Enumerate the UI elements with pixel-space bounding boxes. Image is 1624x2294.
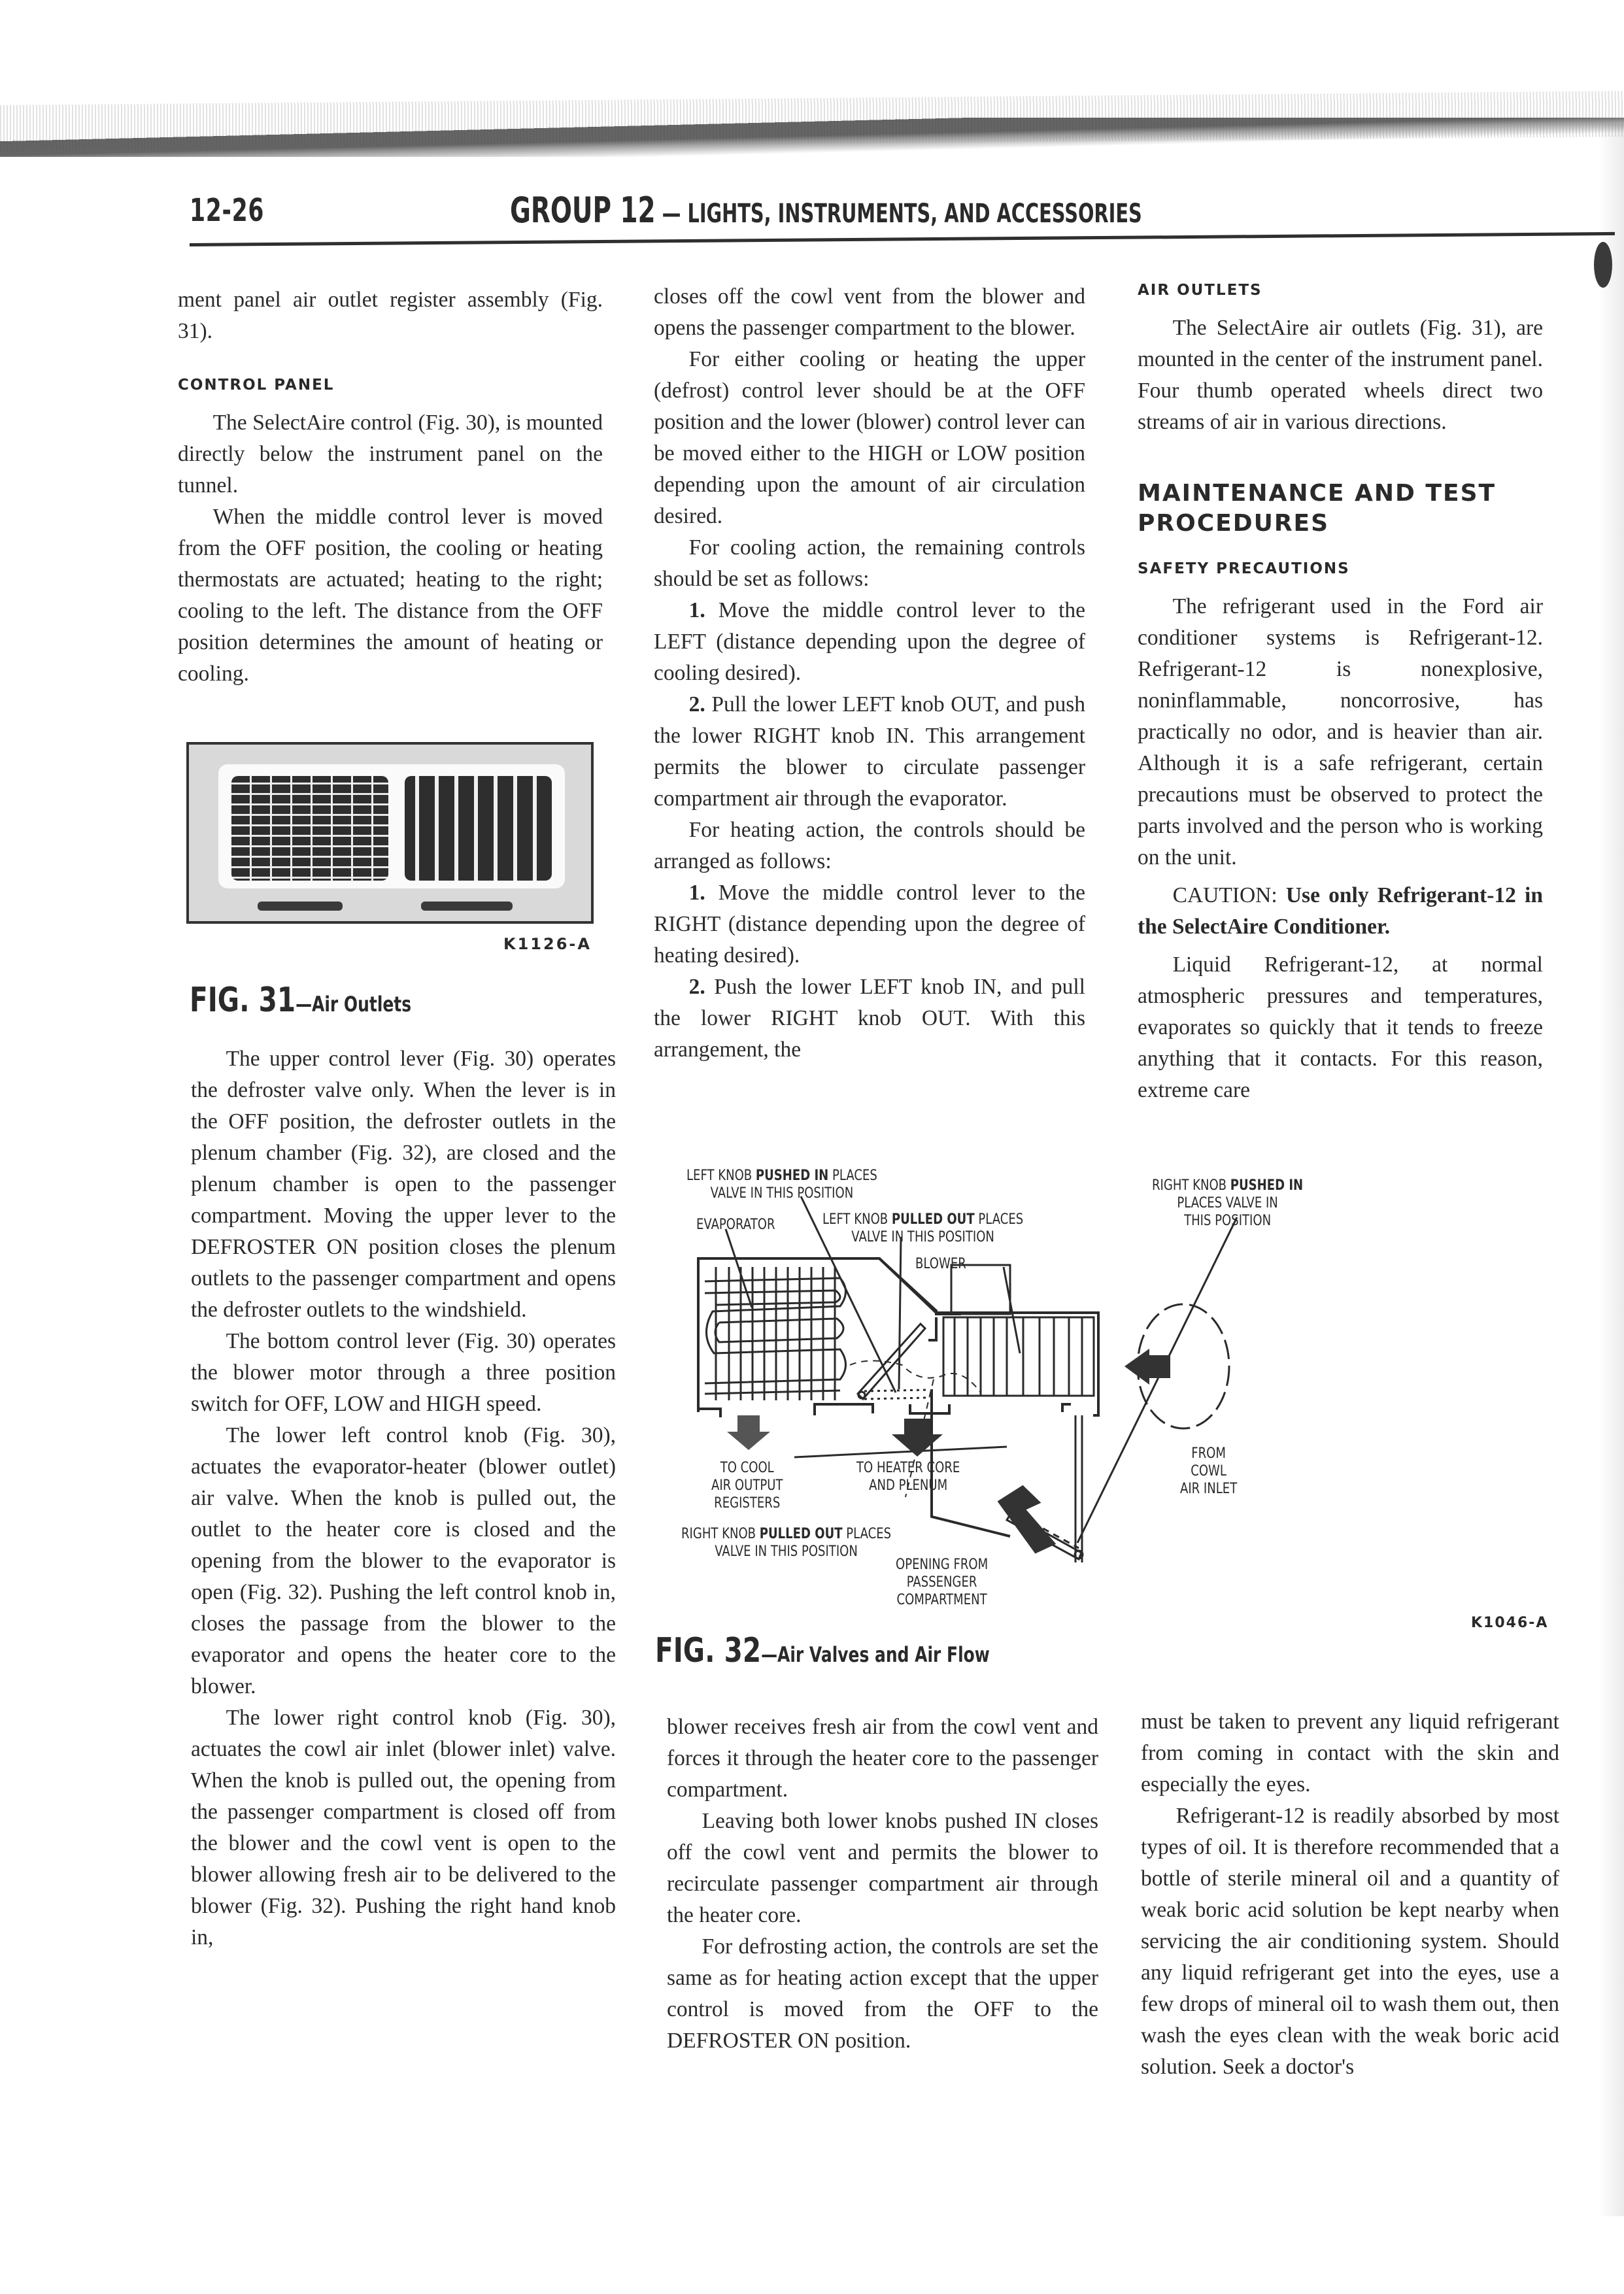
label-text: OPENING FROM xyxy=(896,1557,989,1573)
caution-label: CAUTION: xyxy=(1172,883,1286,907)
outlet-register-frame xyxy=(218,764,565,888)
paragraph: Leaving both lower knobs pushed IN closes off the cowl vent and permits the blower to recirculate passenger compartment air through the heater core. xyxy=(667,1809,1098,1927)
figure-title: —Air Valves and Air Flow xyxy=(761,1642,990,1667)
heading-maintenance-and-test-procedures: MAINTENANCE AND TEST PROCEDURES xyxy=(1138,480,1497,537)
label-text: RIGHT KNOB xyxy=(1152,1177,1230,1194)
label-text: REGISTERS xyxy=(714,1495,781,1511)
caution-text: Use only Refrigerant-12 in the SelectAire Conditioner. xyxy=(1138,883,1543,939)
section-title: LIGHTS, INSTRUMENTS, AND ACCESSORIES xyxy=(687,199,1142,229)
figure-31-air-outlets-photo xyxy=(186,742,594,924)
figure-number: FIG. 32 xyxy=(655,1631,762,1670)
label-from-cowl-air-inlet xyxy=(1180,1445,1237,1498)
paragraph: The SelectAire control (Fig. 30), is mounted directly below the instrument panel on the tunnel. xyxy=(178,411,603,498)
label-blower: BLOWER xyxy=(915,1256,966,1272)
label-text: LEFT KNOB xyxy=(686,1168,756,1184)
heading-control-panel: CONTROL PANEL xyxy=(178,377,335,394)
page-number: 12-26 xyxy=(190,192,265,229)
paragraph: The upper control lever (Fig. 30) operates the defroster valve only. When the lever is in the OFF position, the defroster outlets in the plenum chamber (Fig. 32), are closed and the plenum chamber is open to the passenger compartment. Moving the upper lever to the DEFROSTER ON position closes the plenum outlets to the passenger compartment and opens the defroster outlets to the windshield. xyxy=(191,1047,616,1322)
label-text: AIR INLET xyxy=(1180,1481,1238,1497)
label-text: VALVE IN THIS POSITION xyxy=(851,1229,994,1245)
label-left-knob-pushed-in xyxy=(686,1167,877,1202)
label-text: COWL xyxy=(1191,1463,1226,1479)
running-title xyxy=(510,190,1142,231)
title-dash: — xyxy=(655,199,688,229)
label-emphasis: PULLED OUT xyxy=(759,1526,843,1542)
cooling-step-1 xyxy=(654,595,1085,689)
step-text: Move the middle control lever to the RIGHT (distance depending upon the degree of heating desired). xyxy=(654,881,1085,968)
step-text: Move the middle control lever to the LEFT (distance depending upon the degree of cooling desired). xyxy=(654,598,1085,685)
label-text: PASSENGER xyxy=(906,1574,977,1591)
label-text: PLACES VALVE IN xyxy=(1177,1195,1278,1211)
figure-31-code: K1126-A xyxy=(503,935,592,953)
step-number: 2. xyxy=(688,975,705,999)
binding-hole-mark xyxy=(1594,242,1612,288)
label-emphasis: PUSHED IN xyxy=(1230,1177,1304,1194)
paragraph-continued: ment panel air outlet register assembly (Fig. 31). xyxy=(178,288,603,343)
label-evaporator: EVAPORATOR xyxy=(696,1217,775,1233)
paragraph-continued: closes off the cowl vent from the blower and opens the passenger compartment to the blower. xyxy=(654,284,1085,340)
scan-top-edge xyxy=(0,118,1624,157)
column-2-bottom xyxy=(667,1712,1098,2057)
heading-air-outlets: AIR OUTLETS xyxy=(1138,282,1262,299)
paragraph: When the middle control lever is moved from the OFF position, the cooling or heating thermostats are actuated; heating to the right; cooling to the left. The distance from the OFF position determines the amount of heating or cooling. xyxy=(178,505,603,686)
label-text: VALVE IN THIS POSITION xyxy=(710,1185,854,1202)
label-text: LEFT KNOB xyxy=(822,1211,892,1228)
label-text: RIGHT KNOB xyxy=(681,1526,760,1542)
paragraph-continued: blower receives fresh air from the cowl vent and forces it through the heater core to the passenger compartment. xyxy=(667,1715,1098,1802)
step-number: 2. xyxy=(688,692,705,717)
figure-title: —Air Outlets xyxy=(296,992,412,1017)
thumb-wheel xyxy=(258,902,343,911)
figure-32-caption xyxy=(655,1631,990,1670)
label-right-knob-pulled-out xyxy=(681,1525,891,1560)
step-number: 1. xyxy=(688,881,705,905)
label-text: PLACES xyxy=(828,1168,877,1184)
label-text: AND PLENUM xyxy=(869,1477,948,1494)
paragraph: For heating action, the controls should be arranged as follows: xyxy=(654,818,1085,873)
paragraph: The lower left control knob (Fig. 30), actuates the evaporator-heater (blower outlet) air valve. When the knob is pulled out, the outlet to the heater core is closed and the opening from the blower to the evaporator is open (Fig. 32). Pushing the left control knob in, closes the passage from the blower to the evaporator and opens the heater core to the blower. xyxy=(191,1423,616,1698)
label-text: AIR OUTPUT xyxy=(711,1477,783,1494)
paragraph: For either cooling or heating the upper (defrost) control lever should be at the OFF position and the lower (blower) control lever can be moved either to the HIGH or LOW position depending upon the amount of air circulation desired. xyxy=(654,347,1085,528)
label-text: TO HEATER CORE xyxy=(856,1460,960,1476)
label-to-heater-core-and-plenum xyxy=(856,1459,960,1494)
label-to-cool-air-output-registers xyxy=(711,1459,783,1512)
paragraph: The bottom control lever (Fig. 30) operates the blower motor through a three position switch for OFF, LOW and HIGH speed. xyxy=(191,1329,616,1416)
paragraph: Liquid Refrigerant-12, at normal atmospheric pressures and temperatures, evaporates so quickly that it tends to freeze anything that it contacts. For this reason, extreme care xyxy=(1138,953,1543,1102)
column-3-bottom xyxy=(1141,1706,1559,2083)
label-text: FROM xyxy=(1191,1445,1226,1462)
left-outlet-grille xyxy=(231,776,388,881)
label-text: TO COOL xyxy=(720,1460,774,1476)
label-emphasis: PUSHED IN xyxy=(755,1168,829,1184)
figure-number: FIG. 31 xyxy=(190,981,296,1020)
heating-step-1 xyxy=(654,877,1085,971)
column-1-top xyxy=(178,284,603,690)
paragraph: For defrosting action, the controls are set the same as for heating action except that the upper control is moved from the OFF to the DEFROSTER ON position. xyxy=(667,1934,1098,2053)
label-emphasis: PULLED OUT xyxy=(891,1211,975,1228)
figure-31-caption xyxy=(190,981,411,1020)
heading-safety-precautions: SAFETY PRECAUTIONS xyxy=(1138,560,1350,577)
cooling-step-2 xyxy=(654,689,1085,815)
paragraph-continued: must be taken to prevent any liquid refrigerant from coming in contact with the skin and especially the eyes. xyxy=(1141,1710,1559,1796)
figure-32-air-valves-diagram xyxy=(654,1157,1621,1654)
step-number: 1. xyxy=(688,598,705,622)
label-text: PLACES xyxy=(974,1211,1024,1228)
column-3-top xyxy=(1138,275,1543,1106)
paragraph: The lower right control knob (Fig. 30), actuates the cowl air inlet (blower inlet) valve. When the knob is pulled out, the opening from the passenger compartment is closed off from the blower and the cowl vent is open to the blower allowing fresh air to be delivered to the blower (Fig. 32). Pushing the right hand knob in, xyxy=(191,1706,616,1949)
label-opening-from-passenger-compartment xyxy=(896,1556,988,1609)
column-1-bottom xyxy=(191,1043,616,1953)
label-text: PLACES xyxy=(842,1526,892,1542)
label-right-knob-pushed-in xyxy=(1152,1177,1303,1230)
step-text: Push the lower LEFT knob IN, and pull the lower RIGHT knob OUT. With this arrangement, the xyxy=(654,975,1085,1062)
label-left-knob-pulled-out xyxy=(822,1211,1023,1246)
step-text: Pull the lower LEFT knob OUT, and push the lower RIGHT knob IN. This arrangement permits the blower to circulate passenger compartment air through the evaporator. xyxy=(654,692,1085,811)
group-label: GROUP 12 xyxy=(510,190,656,231)
paragraph: For cooling action, the remaining controls should be set as follows: xyxy=(654,535,1085,591)
label-text: THIS POSITION xyxy=(1184,1213,1272,1229)
paragraph: The SelectAire air outlets (Fig. 31), are mounted in the center of the instrument panel. Four thumb operated wheels direct two streams of air in various directions. xyxy=(1138,316,1543,434)
paragraph: Refrigerant-12 is readily absorbed by most types of oil. It is therefore recommended that a bottle of sterile mineral oil and a quantity of weak boric acid solution be kept nearby when servicing the air conditioning system. Should any liquid refrigerant get into the eyes, use a few drops of mineral oil to wash them out, then wash the eyes clean with the weak boric acid solution. Seek a doctor's xyxy=(1141,1804,1559,2079)
airflow-schematic xyxy=(654,1157,1621,1654)
heating-step-2 xyxy=(654,971,1085,1066)
label-text: VALVE IN THIS POSITION xyxy=(715,1543,858,1560)
thumb-wheel xyxy=(421,902,513,911)
column-2-top xyxy=(654,281,1085,1066)
figure-32-code: K1046-A xyxy=(1471,1615,1549,1631)
right-outlet-grille xyxy=(405,776,552,881)
paragraph: The refrigerant used in the Ford air conditioner systems is Refrigerant-12. Refrigerant-12 is nonexplosive, noninflammable, noncorrosive, has practically no odor, and is heavier than air. Although it is a safe refrigerant, certain precautions must be observed to protect the parts involved and the person who is working on the unit. xyxy=(1138,594,1543,869)
caution-note xyxy=(1138,880,1543,943)
label-text: COMPARTMENT xyxy=(896,1592,987,1608)
